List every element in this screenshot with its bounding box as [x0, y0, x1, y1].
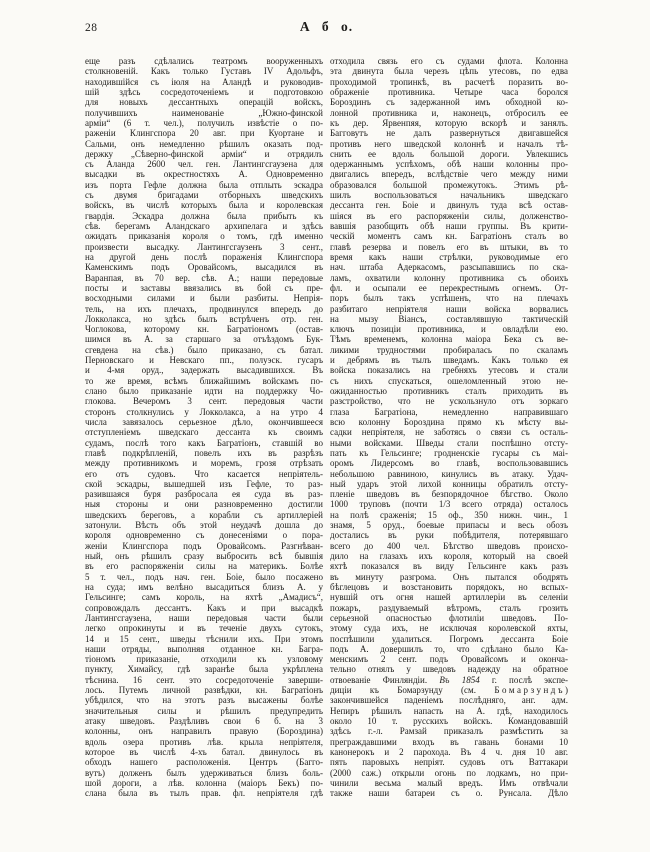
text-line: Каменскимъ подъ Оровайсомъ, высадился въ	[85, 262, 323, 273]
text-line: судамъ, послѣ того какъ Багратіонъ, ставшій во	[85, 437, 323, 448]
text-line: время какъ наши стрѣлки, руководимые его	[330, 251, 568, 262]
text-line: здѣсь г.-л. Рамзай приказалъ размѣстить за	[330, 726, 568, 737]
text-line: 5 т. чел., подъ нач. ген. Боіе, было посажено	[85, 571, 323, 582]
text-line: раженіи Клингспора 20 авг. при Куортане и	[85, 128, 323, 139]
text-line: сопровождалъ дессантъ. Какъ и при высадкѣ	[85, 602, 323, 613]
text-line: Сальми, онъ немедленно рѣшилъ оказать под-	[85, 138, 323, 149]
text-line: еще разъ сдѣлались театромъ вооруженныхъ	[85, 56, 323, 66]
text-line: шой дороги, а лѣв. колонна (маіоръ Бекъ) по-	[85, 777, 323, 788]
text-line: Багговутъ не далъ развернуться двигавшейся	[330, 128, 568, 139]
text-line: шіяся въ его распоряженіи силы, долженство-	[330, 210, 568, 221]
text-line: Чоглокова, которому кн. Багратіономъ (остав-	[85, 324, 323, 335]
text-line: обходъ нашего расположенія. Центръ (Багго-	[85, 757, 323, 768]
text-line: разстройство, что не ускользнуло отъ зоркаго	[330, 396, 568, 407]
text-line: тіономъ приказаніе, отходили къ узловому	[85, 654, 323, 665]
text-line: легко опрокинуты и въ теченіе двухъ сутокъ,	[85, 623, 323, 634]
text-line: ской эскадры, вышедшей изъ Гефле, то раз-	[85, 478, 323, 489]
text-line: съ Аланда 2600 чел. ген. Лантингсгаузена для	[85, 159, 323, 170]
text-line: на суда; имъ велѣно высадиться близъ А. у	[85, 581, 323, 592]
text-line: изъ порта Гефле должна была отплыть эскадра	[85, 179, 323, 190]
text-line: подъ А. довершилъ то, что сдѣлано было Ка-	[330, 643, 568, 654]
text-line: ожидать приказанія короля о томъ, гдѣ именно	[85, 231, 323, 242]
text-line: Варанпая, въ 70 вер. сѣв. А.; наши передовые	[85, 272, 323, 283]
page-number: 28	[85, 22, 98, 34]
text-line: сѣв. берегамъ Аландскаго архипелага и здѣсь	[85, 221, 323, 231]
text-line: произвести высадку. Лантингсгаузенъ 3 сент.,	[85, 241, 323, 252]
text-line: дило на глазахъ ихъ короля, который на своей	[330, 551, 568, 561]
text-line: двигались впередъ, вслѣдствіе чего между ними	[330, 169, 568, 180]
text-line: небольшою равниною, кинулись въ атаку. Удач-	[330, 468, 568, 479]
text-line: поспѣшили удалиться. Погромъ дессанта Боіе	[330, 633, 568, 644]
text-line: фл. и осыпали ее перекрестнымъ огнемъ. От-	[330, 282, 568, 293]
text-line: для новыхъ дессантныхъ операцій войскъ,	[85, 97, 323, 108]
text-line: всю колонну Бороздина прямо къ мѣсту вы-	[330, 416, 568, 427]
text-line: достались въ руки побѣдителя, потерявшаго	[330, 530, 568, 541]
text-line: ными войсками. Шведы стали поспѣшно отсту-	[330, 437, 568, 448]
text-line: сгевдена на сѣв.) было приказано, съ батал.	[85, 344, 323, 355]
text-line: отступленіемъ шведскаго дессанта къ своимъ	[85, 427, 323, 438]
text-line: Тѣмъ временемъ, колонна маіора Бека съ ве-	[330, 334, 568, 345]
text-line: шимся въ А. за старшаго за отъѣздомъ Бук-	[85, 334, 323, 345]
text-line: и дебрямъ въ тылъ шведамъ. Какъ только ея	[330, 355, 568, 366]
text-line: убѣдился, что на этотъ разъ высажены болѣе	[85, 695, 323, 706]
text-line: также наши батареи съ о. Рунсала. Дѣло	[330, 788, 568, 799]
text-line: пять паровыхъ непріят. судовъ отъ Ваттакари	[330, 757, 568, 768]
text-line: яхтѣ показался въ виду Гельсинге какъ разъ	[330, 561, 568, 572]
text-line: оромъ Лидерсомъ во главѣ, воспользовавшись	[330, 458, 568, 469]
text-line: серьезной опасностью флотиліи шведовъ. По-	[330, 612, 568, 623]
text-line: то же время, всѣмъ ближайшимъ войскамъ по-	[85, 375, 323, 386]
text-line: поръ былъ такъ успѣшенъ, что на плечахъ	[330, 293, 568, 304]
text-line: шведскихъ береговъ, а корабли съ артиллеріей	[85, 509, 323, 520]
text-line: садки непріятеля, не заботясь о связи съ осталь-	[330, 427, 568, 438]
text-columns	[85, 56, 568, 799]
text-line: его отъ судовъ. Что касается непріятель-	[85, 468, 323, 479]
text-line: высадки въ окрестностяхъ А. Одновременно	[85, 169, 323, 180]
text-line: нувшій отъ огня нашей артиллеріи въ селеніи	[330, 592, 568, 603]
text-line: разившаяся буря разбросала ея суда въ раз-	[85, 489, 323, 500]
text-line: знамя, 5 оруд., боевые припасы и весь обозъ	[330, 520, 568, 531]
text-line: лось. Путемъ личной развѣдки, кн. Багратіонъ	[85, 685, 323, 696]
text-line: находившійся съ іюля на Аландѣ и руководив-	[85, 76, 323, 87]
text-line: ный, онъ рѣшилъ сразу выбросить всѣ бывшія	[85, 551, 323, 561]
running-title: А б о.	[299, 19, 354, 34]
text-line: въ его распоряженіи силы на материкъ. Болѣе	[85, 561, 323, 572]
text-line: глаза Багратіона, немедленно направившаго	[330, 406, 568, 417]
text-line: пленіе шведовъ въ безпорядочное бѣгство. Около	[330, 489, 568, 500]
text-line: слано было приказаніе идти на поддержку Чо-	[85, 386, 323, 396]
text-line: вутъ) долженъ былъ удерживаться близъ боль-	[85, 767, 323, 778]
text-line: (2000 саж.) открыли огонь по лодкамъ, но при-	[330, 767, 568, 778]
text-line: диціи къ Бомарзунду (см. Бомарзундъ)	[330, 685, 568, 696]
text-line: около 10 т. русскихъ войскъ. Командовавшій	[330, 716, 568, 726]
text-line: вдоль озера противъ лѣв. крыла непріятеля,	[85, 736, 323, 747]
text-line: гвардія. Эскадра должна была прибыть къ	[85, 210, 323, 221]
text-line: на мызу Віансъ, составлявшую тактическій	[330, 313, 568, 324]
text-line: Гельсинге; самъ король, на яхтѣ „Амадисъ“,	[85, 592, 323, 603]
text-line: отвоеваніе Финляндіи. Въ 1854 г. послѣ экспе-	[330, 674, 568, 685]
text-line: главѣ резерва и повелъ его въ штыки, въ то	[330, 241, 568, 252]
text-line: значительныя силы и рѣшилъ предупредить	[85, 705, 323, 716]
text-line: числа завязалось серьезное дѣло, окончившееся	[85, 416, 323, 427]
text-line: съ двумя бригадами отборныхъ шведскихъ	[85, 190, 323, 201]
text-line: шій здѣсь сосредоточеніемъ и подготовкою	[85, 86, 323, 97]
text-line: ныя стороны и они разновременно достигли	[85, 499, 323, 510]
text-line: ликими трудностями пробиралась по скаламъ	[330, 344, 568, 355]
text-line: на полѣ сраженія; 15 оф., 350 нижн. чин., 1	[330, 509, 568, 520]
text-line: лонной противника и, наконецъ, отбросилъ ее	[330, 107, 568, 118]
text-line: держку „Сѣверно-финской арміи“ и отрядилъ	[85, 148, 323, 159]
text-line: противъ него шведской колоннѣ и началъ тѣ-	[330, 138, 568, 149]
text-line: войска показались на гребняхъ утесовъ и стали	[330, 365, 568, 376]
text-line: 14 и 15 сент., шведы тѣснили ихъ. При этомъ	[85, 633, 323, 644]
text-line: сторонъ столкнулись у Локколакса, а на утро 4	[85, 406, 323, 417]
text-line: арміи“ (6 т. чел.), получилъ извѣстіе о по-	[85, 117, 323, 128]
text-column-right	[330, 56, 568, 799]
text-column-left	[85, 56, 323, 799]
text-line: канонерокъ и 2 парохода. Въ 4 ч. дня 10 авг.	[330, 746, 568, 757]
text-line: менскимъ 2 сент. подъ Оровайсомъ и оконча-	[330, 654, 568, 665]
text-line: затонули. Вѣсть объ этой неудачѣ дошла до	[85, 520, 323, 531]
text-line: чинили весьма малый вредъ. Имъ отвѣчали	[330, 777, 568, 788]
text-line: преграждавшими входъ въ гавань бонами 10	[330, 736, 568, 747]
text-line: закончившейся паденіемъ послѣдняго, анг. адм.	[330, 695, 568, 706]
text-line: женіи Клингспора подъ Оровайсомъ. Разгнѣван-	[85, 540, 323, 551]
text-line: ключъ позиціи противника, и овладѣли ею.	[330, 324, 568, 335]
text-line: и 4-мя оруд., задержать высадившихся. Въ	[85, 365, 323, 376]
text-line: короля одновременно съ донесеніями о пора-	[85, 530, 323, 541]
text-line: Лантингсгаузена, наши передовыя части были	[85, 612, 323, 623]
text-line: ожиданностью противникъ сталъ приходить въ	[330, 386, 568, 396]
text-line: Локколакса, но здѣсь былъ встрѣченъ отр. ген.	[85, 313, 323, 324]
text-line: слана была въ тылъ прав. фл. непріятеля гдѣ	[85, 788, 323, 799]
text-line: всего до 400 чел. Бѣгство шведовъ происхо-	[330, 540, 568, 551]
text-line: одержаннымъ успѣхомъ, обѣ наши колонны про-	[330, 159, 568, 170]
text-line: колонны, онъ направилъ правую (Бороздина)	[85, 726, 323, 737]
text-line: 1000 труповъ (почти 1/3 всего отряда) осталось	[330, 499, 568, 510]
text-line: бѣглецовъ и возстановить порядокъ, но вспых-	[330, 581, 568, 592]
text-line: ображеніе противника. Четыре часа боролся	[330, 86, 568, 97]
text-line: атаку шведовъ. Раздѣливъ свои 6 б. на 3	[85, 716, 323, 726]
text-line: дессанта ген. Боіе и двинулъ туда всѣ остав-	[330, 200, 568, 211]
text-line: тѣснина. 16 сент. это сосредоточеніе заверши-	[85, 674, 323, 685]
text-line: пожаръ, раздуваемый вѣтромъ, сталъ грозить	[330, 602, 568, 613]
text-line: восходными силами и были разбиты. Непрія-	[85, 293, 323, 304]
text-line: снить ее вдоль большой дороги. Увлекшись	[330, 148, 568, 159]
text-line: Бороздинъ съ задержанной имъ обходной ко-	[330, 97, 568, 108]
text-line: отходила связь его съ судами флота. Колонна	[330, 56, 568, 66]
text-line: тельно отнялъ у шведовъ надежду на обратное	[330, 664, 568, 675]
text-line: Перновскаго и Невскаго пп., полуэск. гусаръ	[85, 355, 323, 366]
text-line: къ дер. Ярвенпяя, которую вскорѣ и занялъ.	[330, 117, 568, 128]
text-line: на другой день послѣ пораженія Клингспора	[85, 251, 323, 262]
text-line: пать къ Гельсинге; гродненскіе гусары съ маі-	[330, 447, 568, 458]
text-line: которое въ числѣ 4-хъ батал. двинулось въ	[85, 746, 323, 757]
text-line: шилъ воспользоваться начальникъ шведскаго	[330, 190, 568, 201]
text-line: съ нихъ спускаться, ошеломленный этою не-	[330, 375, 568, 386]
text-line: ный ударъ этой лихой конницы обратилъ отсту-	[330, 478, 568, 489]
text-line: глокова. Вечеромъ 3 сент. передовыя части	[85, 396, 323, 407]
text-line: вавшія разобщить обѣ наши группы. Въ крити-	[330, 221, 568, 231]
text-line: между противникомъ и моремъ, грозя отрѣзать	[85, 458, 323, 469]
text-line: въ минуту разгрома. Онъ пытался ободрять	[330, 571, 568, 582]
text-line: проходимой тропинкѣ, въ расчетѣ поразить во-	[330, 76, 568, 87]
text-line: пункту, Химайсу, гдѣ заранѣе была укрѣплена	[85, 664, 323, 675]
text-line: столкновеній. Какъ только Густавъ IV Адольфъ,	[85, 66, 323, 77]
text-line: эта двинута была черезъ цѣпь утесовъ, по едва	[330, 66, 568, 77]
text-line: получившихъ наименованіе „Южно-финской	[85, 107, 323, 118]
text-line: нач. штаба Адеркасомъ, разсыпавшись по ска-	[330, 262, 568, 273]
text-line: главѣ подкрѣпленій, повелъ ихъ въ разрѣзъ	[85, 447, 323, 458]
text-line: наши отряды, выполняя отданное кн. Багра-	[85, 643, 323, 654]
page-header	[85, 19, 568, 39]
text-line: войскъ, въ числѣ которыхъ была и королевская	[85, 200, 323, 211]
text-line: ламъ, охватили колонну противника съ обоихъ	[330, 272, 568, 283]
text-line: посты и заставы ввязались въ бой съ пре-	[85, 282, 323, 293]
text-line: разбитаго непріятеля наши войска ворвались	[330, 303, 568, 314]
text-line: ческій моментъ самъ кн. Багратіонъ сталъ во	[330, 231, 568, 242]
text-line: тель, на ихъ плечахъ, продвинулся впередъ до	[85, 303, 323, 314]
text-line: Непиръ рѣшилъ напасть на А. гдѣ, находилось	[330, 705, 568, 716]
text-line: этому суда ихъ, не исключая королевской яхты,	[330, 623, 568, 634]
text-line: образовался большой промежутокъ. Этимъ рѣ-	[330, 179, 568, 190]
